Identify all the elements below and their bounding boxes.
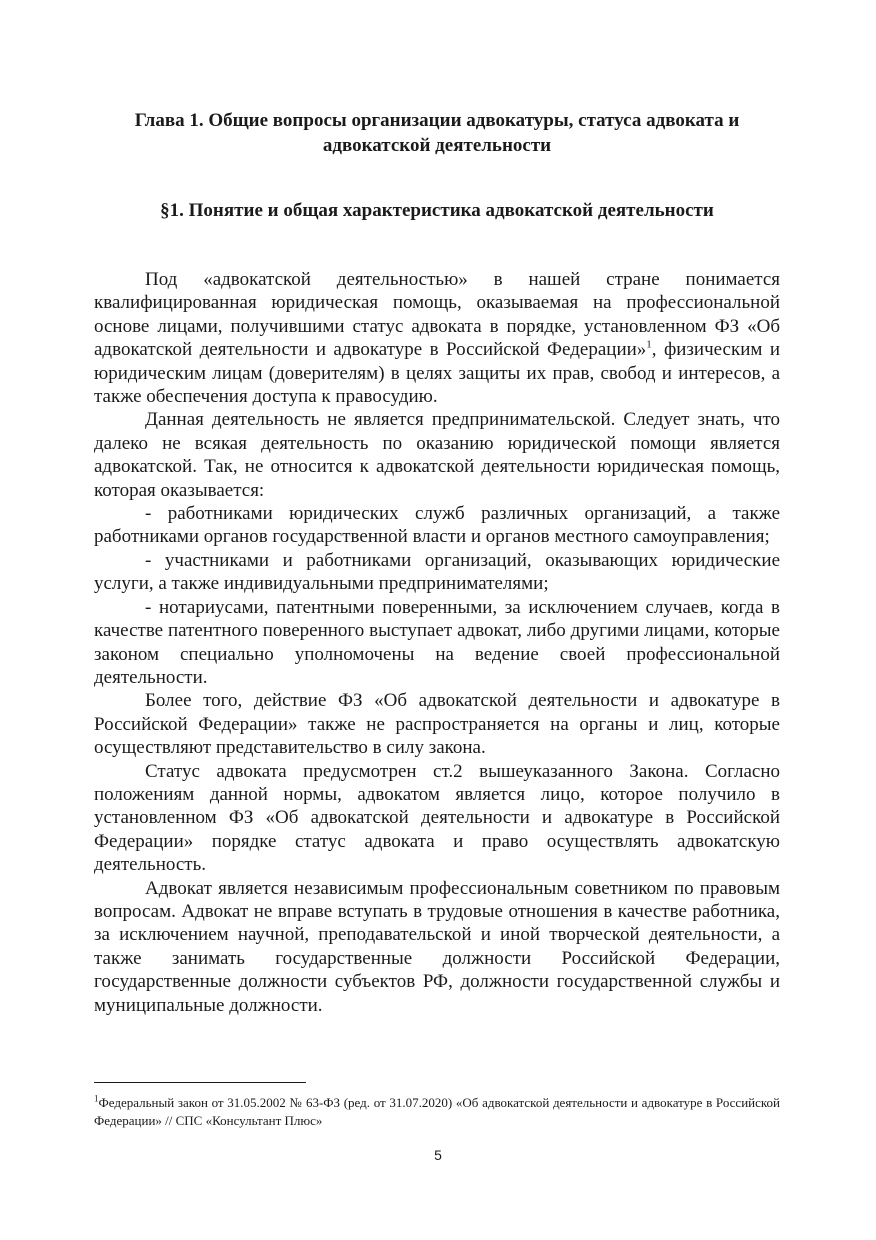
section-title: §1. Понятие и общая характеристика адвокатской деятельности	[160, 200, 714, 221]
list-item-notaries: - нотариусами, патентными поверенными, за исключением случаев, когда в качестве патентного поверенного выступает адвокат, либо другими лицами, которые законом специально уполномочены на ведение своей профессиональной деятельности.	[94, 596, 780, 688]
paragraph-1-text-after-ref: , физическим и юридическим лицам (доверителям) в целях защиты их прав, свобод и интересов, а также обеспечения доступа к правосудию.	[94, 339, 780, 408]
footnote-marker: 1	[94, 1093, 99, 1104]
body-text	[94, 268, 780, 1017]
footnote-reference: 1	[646, 338, 652, 351]
paragraph-7: Статус адвоката предусмотрен ст.2 вышеуказанного Закона. Согласно положениям данной нормы, адвокатом является лицо, которое получило в установленном ФЗ «Об адвокатской деятельности и адвокатуре в Российской Федерации» порядке статус адвоката и право осуществлять адвокатскую деятельность.	[94, 760, 780, 876]
footnote-divider	[94, 1082, 306, 1083]
chapter-title: Глава 1. Общие вопросы организации адвокатуры, статуса адвоката и адвокатской деятельности	[134, 110, 740, 156]
list-item-legal-services: - работниками юридических служб различных организаций, а также работниками органов государственной власти и органов местного самоуправления;	[94, 503, 780, 548]
page-number: 5	[434, 1147, 442, 1163]
paragraph-6: Более того, действие ФЗ «Об адвокатской деятельности и адвокатуре в Российской Федерации» также не распространяется на органы и лиц, которые осуществляют представительство в силу закона.	[94, 690, 780, 759]
paragraph-1	[94, 268, 780, 408]
list-item-organizations: - участниками и работниками организаций, оказывающих юридические услуги, а также индивидуальными предпринимателями;	[94, 549, 780, 595]
footnote	[94, 1094, 780, 1130]
footnote-text: Федеральный закон от 31.05.2002 № 63-ФЗ (ред. от 31.07.2020) «Об адвокатской деятельности и адвокатуре в Российской Федерации» // СПС «Консультант Плюс»	[94, 1095, 780, 1128]
paragraph-1-text-before-ref: Под «адвокатской деятельностью» в нашей стране понимается квалифицированная юридическая помощь, оказываемая на профессиональной основе лицами, получившими статус адвоката в порядке, установленном ФЗ «Об адвокатской деятельности и адвокатуре в Российской Федерации»	[94, 269, 780, 361]
paragraph-2: Данная деятельность не является предпринимательской. Следует знать, что далеко не всякая деятельность по оказанию юридической помощи является адвокатской. Так, не относится к адвокатской деятельности юридическая помощь, которая оказывается:	[94, 409, 780, 501]
paragraph-8: Адвокат является независимым профессиональным советником по правовым вопросам. Адвокат не вправе вступать в трудовые отношения в качестве работника, за исключением научной, преподавательской и иной творческой деятельности, а также занимать государственные должности Российской Федерации, государственные должности субъектов РФ, должности государственной службы и муниципальные должности.	[94, 877, 780, 1016]
